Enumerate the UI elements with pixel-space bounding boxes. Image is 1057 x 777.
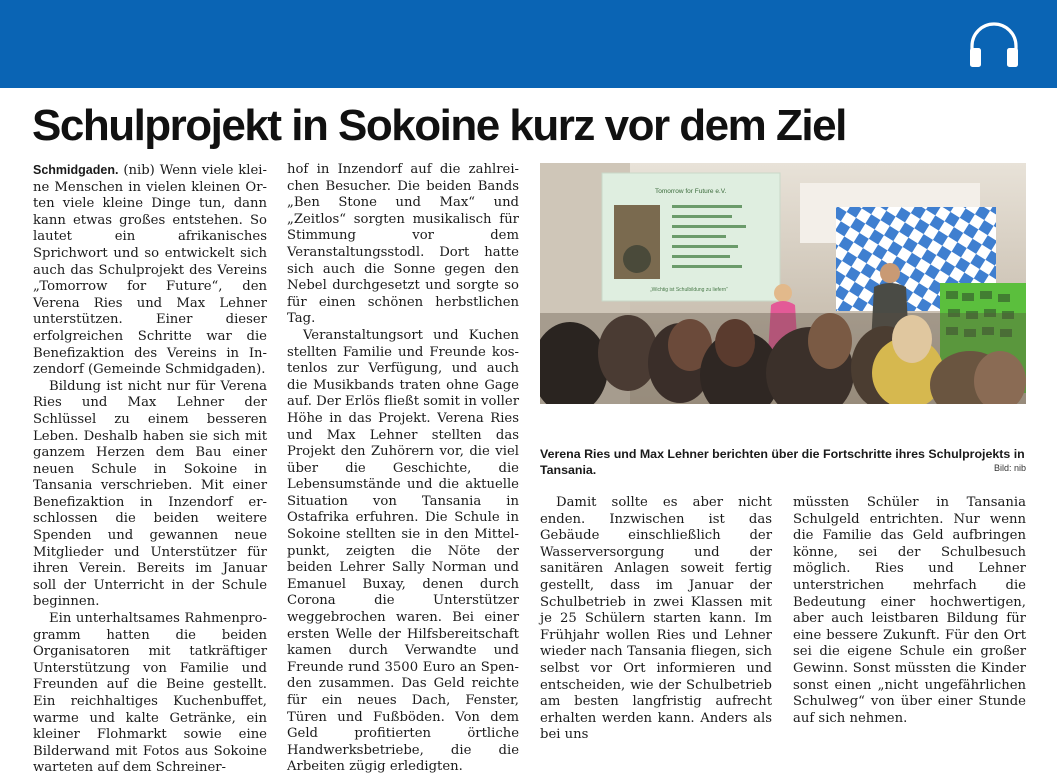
paragraph: Veranstaltungsort und Kuchen stellten Familie und Freunde kostenlos zur Verfügung, und auch die Musikbands traten ohne Gage auf. Der Erlös fließt somit in voller Höhe in das Projekt. Verena Ries und Max Lehner stellten das Projekt den Zuhörern vor, die viel über die Geschichte, die Lebensumstände und die aktuelle Situation von Tansania in Ostafrika erfuhren. Die Schule in Sokoine stellten sie in den Mittelpunkt, zeigten die Nöte der beiden Lehrer Sally Norman und Emanuel Buxay, denen durch Corona die Unterstützer weggebrochen waren. Bei einer ersten Welle der Hilfsbereitschaft kamen durch Verwandte und Freunde rund 3500 Euro an Spenden zusammen. Das Geld reichte für ein neues Dach, Fenster, Türen und Fußböden. Von dem Geld profitierten örtliche Handwerksbetriebe, die die Arbeiten zügig erledigten. bbox=[287, 327, 519, 775]
projection-slide bbox=[602, 173, 780, 301]
presentation-scene bbox=[540, 163, 1026, 404]
headphones-icon[interactable] bbox=[966, 18, 1022, 70]
paragraph: Damit sollte es aber nicht enden. Inzwischen ist das Gebäude einschließlich der Wasserversorgung und der sanitären Anlagen soweit fertig gestellt, dass im Januar der Schulbetrieb in zwei Klassen mit je 25 Schülern starten kann. Im Frühjahr wollen Ries und Lehner wieder nach Tansania fliegen, sich selbst vor Ort informieren und entscheiden, wie der Schulbetrieb am besten langfristig aufrecht erhalten werden kann. Anders als bei uns bbox=[540, 495, 772, 743]
paragraph-text: (nib) Wenn viele kleine Menschen in vielen kleinen Orten viele kleine Dinge tun, dann kann etwas großes entstehen. So lautet ein afrikanisches Sprichwort und so entwickelt sich auch das Schulprojekt des Vereins „Tomorrow for Future“, den Verena Ries und Max Lehner unterstützen. Einer dieser erfolgreichen Schritte war die Benefizaktion des Vereins in Inzendorf (Gemeinde Schmidgaden). bbox=[33, 163, 267, 378]
top-banner bbox=[0, 0, 1057, 88]
photo-caption: Verena Ries und Max Lehner berichten über die Fortschritte ihres Schulprojekts in Tansania. bbox=[540, 447, 1025, 477]
article-column-3 bbox=[540, 495, 772, 744]
article-column-2 bbox=[287, 162, 519, 776]
article-headline: Schulprojekt in Sokoine kurz vor dem Ziel bbox=[32, 101, 846, 150]
paragraph: müssten Schüler in Tansania Schulgeld entrichten. Nur wenn die Familie das Geld aufbringen könne, sei der Schulbesuch möglich. Ries und Lehner unterstrichen mehrfach die Bedeutung einer hochwertigen, aber auch leistbaren Bildung für eine bessere Zukunft. Für den Ort sei die eigene Schule ein großer Gewinn. Sonst müssten die Kinder sonst einen „nicht ungefährlichen Schulweg“ von über einer Stunde auf sich nehmen. bbox=[793, 495, 1026, 726]
paragraph: hof in Inzendorf auf die zahlreichen Besucher. Die beiden Bands „Ben Stone und Max“ und „Zeitlos“ sorgten musikalisch für Stimmung vor dem Veranstaltungsstodl. Dort hatte sich auch die Sonne gegen den Nebel durchgesetzt und sorgte so für einen schönen herbstlichen Tag. bbox=[287, 162, 519, 327]
slide-title: Tomorrow for Future e.V. bbox=[655, 188, 727, 195]
photo-credit: Bild: nib bbox=[993, 463, 1026, 473]
dateline: Schmidgaden. bbox=[33, 163, 119, 177]
paragraph: Ein unterhaltsames Rahmenprogramm hatten die beiden Organisatoren mit tatkräftiger Unterstützung von Familie und Freunden auf die Beine gestellt. Ein reichhaltiges Kuchenbuffet, warme und kalte Getränke, ein kleiner Flohmarkt sowie eine Bilderwand mit Fotos aus Sokoine warteten auf dem Schreiner- bbox=[33, 611, 267, 776]
paragraph: Bildung ist nicht nur für Verena Ries und Max Lehner der Schlüssel zu einem besseren Leben. Deshalb haben sie sich mit ganzem Herzen dem Bau einer neuen Schule in Sokoine in Tansania verschrieben. Mit einer Benefizaktion in Inzendorf erschlossen die beiden weitere Spenden und gewannen neue Mitglieder und Unterstützer für ihren Verein. Bereits im Januar soll der Unterricht in der Schule beginnen. bbox=[33, 378, 267, 610]
event-photo bbox=[540, 163, 1026, 404]
article-column-4 bbox=[793, 495, 1026, 727]
article-column-1 bbox=[33, 162, 267, 777]
paragraph bbox=[33, 162, 267, 379]
slide-footer: „Wichtig ist Schulbildung zu liefern“ bbox=[650, 287, 728, 293]
